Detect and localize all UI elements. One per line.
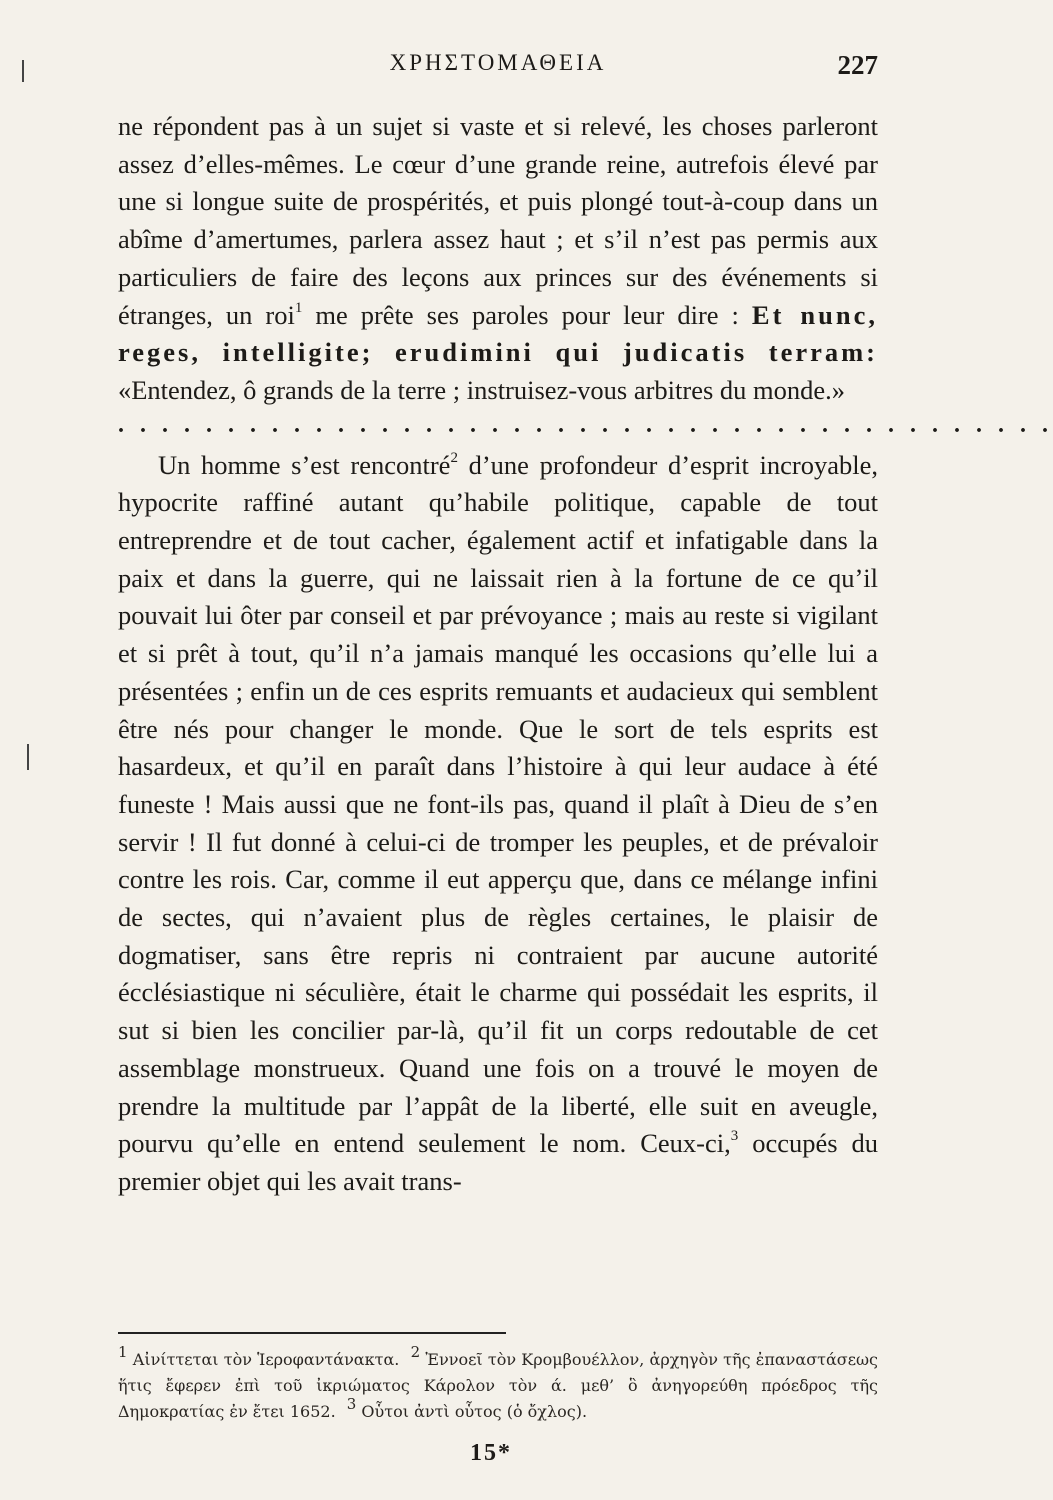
margin-mark-middle [27,744,29,770]
footnote-2-number: 2 [410,1342,421,1361]
paragraph-1 [118,108,878,410]
footnote-ref-2: 2 [450,449,458,466]
margin-mark-top [22,60,24,82]
footnote-1-text: Αἰνίττεται τὸν Ἱεροφαντάνακτα. [132,1350,400,1369]
latin-quotation: Et nunc, reges, intelligite; erudimini qui judicatis terram: [118,299,878,368]
footnote-3-text: Οὗτοι ἀντὶ οὗτος (ὁ ὄχλος). [361,1402,588,1421]
footnote-ref-3: 3 [730,1128,739,1145]
footnote-3-number: 3 [346,1394,357,1413]
paragraph-2-text-c: occupés du premier objet qui les avait trans- [118,1128,878,1196]
page-number: 227 [837,50,878,80]
footnote-2-text: Ἐννοεῖ τὸν Κρομβουέλλον, ἀρχηγὸν τῆς ἐπαναστάσεως ἥτις ἔφερεν ἐπὶ τοῦ ἰκριώματος Κάρολον τὸν ά. μεθ’ ὃ ἀνηγορεύθη πρόεδρος τῆς Δημοκρατίας ἐν ἔτει 1652. [118,1350,878,1421]
footnote-ref-1: 1 [294,299,303,316]
ellipsis-divider: . . . . . . . . . . . . . . . . . . . . . . . . . . . . . . . . . . . . . . . . . . . [118,411,1053,438]
page-header [118,50,878,86]
paragraph-2-text-b: d’une profondeur d’esprit incroyable, hypocrite raffiné autant qu’habile politique, capable de tout entreprendre et de tout cacher, également actif et infatigable dans la paix et dans la guerre, qui ne laissait rien à la fortune de ce qu’il pouvait lui ôter par conseil et par prévoyance ; mais au reste si vigilant et si prêt à tout, qu’il n’a jamais manqué les occasions qu’elle lui a présentées ; enfin un de ces esprits remuants et audacieux qui semblent être nés pour changer le monde. Que le sort de tels esprits est hasardeux, et qu’il en paraît dans l’histoire à qui leur audace à été funeste ! Mais aussi que ne font-ils pas, quand il plaît à Dieu de s’en servir ! Il fut donné à celui-ci de tromper les peuples, et de prévaloir contre les rois. Car, comme il eut apperçu que, dans ce mélange infini de sectes, qui n’avaient plus de règles certaines, le plaisir de dogmatiser, sans être repris ni contraient par aucune autorité écclésiastique ni séculière, était le charme qui possédait les esprits, il sut si bien les concilier par-là, qu’il fit un corps redoutable de cet assemblage monstrueux. Quand une fois on a trouvé le moyen de prendre la multitude par l’appât de la liberté, elle suit en aveugle, pourvu qu’elle en entend seulement le nom. Ceux-ci, [118,449,879,1159]
paragraph-1-text-c: «Entendez, ô grands de la terre ; instruisez-vous arbitres du monde.» [118,374,846,405]
paragraph-2 [118,447,878,1201]
signature-mark: 15* [470,1440,512,1466]
footnote-rule [118,1332,506,1334]
paragraph-2-text-a: Un homme s’est rencontré [158,449,451,480]
footnotes [118,1342,878,1425]
running-title: ΧΡΗΣΤΟΜΑΘΕΙΑ [389,50,607,75]
paragraph-1-text-a: ne répondent pas à un sujet si vaste et si relevé, les choses parleront assez d’elles-mêmes. Le cœur d’une grande reine, autrefois élevé par une si longue suite de prospérités, et puis plongé tout-à-coup dans un abîme d’amertumes, parlera assez haut ; et s’il n’est pas permis aux particuliers de faire des leçons aux princes sur des événements si étranges, un roi [118,111,878,330]
footnote-1-number: 1 [118,1342,128,1361]
paragraph-1-text-b: me prête ses paroles pour leur dire : [302,299,739,330]
body-text [118,108,1053,1201]
